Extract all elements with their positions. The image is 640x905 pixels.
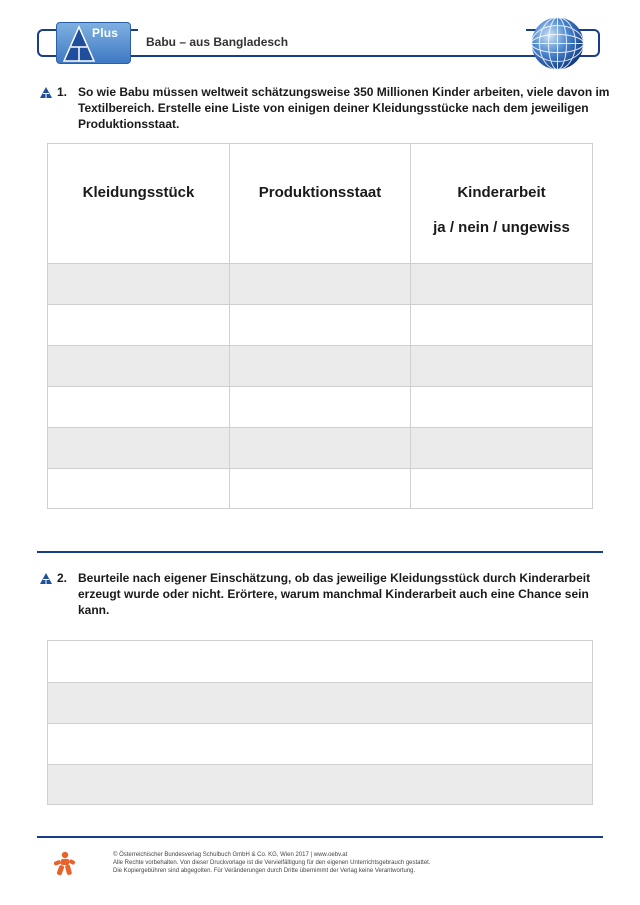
table-row[interactable] [48, 345, 592, 386]
header-produktionsstaat [230, 144, 411, 263]
footer-line: Die Kopiergebühren sind abgegolten. Für Veränderungen durch Dritte übernimmt der Verlag keine Verantwortung. [113, 868, 416, 874]
answer-line[interactable] [48, 682, 592, 723]
task-text: Beurteile nach eigener Einschätzung, ob das jeweilige Kleidungsstück durch Kinderarbeit erzeugt wurde oder nicht. Erörtere, warum manchmal Kinderarbeit auch eine Chance sein kann. [78, 571, 591, 617]
copyright-notice [113, 851, 533, 875]
task-number: 1. [57, 85, 68, 99]
answer-line[interactable] [48, 641, 592, 682]
column-header: Kleidungsstück [82, 184, 195, 201]
logo-label: Plus [92, 26, 119, 40]
answer-line[interactable] [48, 764, 592, 804]
table-row[interactable] [48, 468, 592, 508]
footer-line: Alle Rechte vorbehalten. Von dieser Druckvorlage ist die Vervielfältigung für den eigenen Unterrichtsgebrauch gestattet. [113, 860, 431, 866]
header-frame-gap-top [138, 26, 526, 31]
column-divider [229, 144, 230, 508]
column-divider [410, 144, 411, 508]
answer-lines [47, 640, 593, 805]
table-row[interactable] [48, 386, 592, 427]
task-triangle-icon [40, 87, 52, 98]
column-header: Kinderarbeit [457, 184, 546, 201]
task-triangle-icon [40, 573, 52, 584]
task-number: 2. [57, 571, 68, 585]
header-kinderarbeit [411, 144, 592, 263]
table-row[interactable] [48, 304, 592, 345]
footer-line: © Österreichischer Bundesverlag Schulbuch GmbH & Co. KG, Wien 2017 | www.oebv.at [113, 852, 348, 858]
column-header: Produktionsstaat [258, 184, 382, 201]
header-kleidungsstueck [48, 144, 230, 263]
header-underline [138, 55, 526, 57]
publisher-logo-icon [52, 851, 76, 877]
section-divider [37, 551, 603, 553]
footer-divider [37, 836, 603, 838]
globe-icon [530, 16, 585, 71]
clothing-table [47, 143, 593, 509]
page-title: Babu – aus Bangladesch [146, 35, 289, 49]
task-text: So wie Babu müssen weltweit schätzungsweise 350 Millionen Kinder arbeiten, viele davon im Textilbereich. Erstelle eine Liste von einigen deiner Kleidungsstücke nach dem jeweiligen Produktionsstaat. [78, 85, 610, 131]
answer-line[interactable] [48, 723, 592, 764]
table-row[interactable] [48, 263, 592, 304]
column-subheader: ja / nein / ungewiss [433, 219, 570, 236]
table-row[interactable] [48, 427, 592, 468]
